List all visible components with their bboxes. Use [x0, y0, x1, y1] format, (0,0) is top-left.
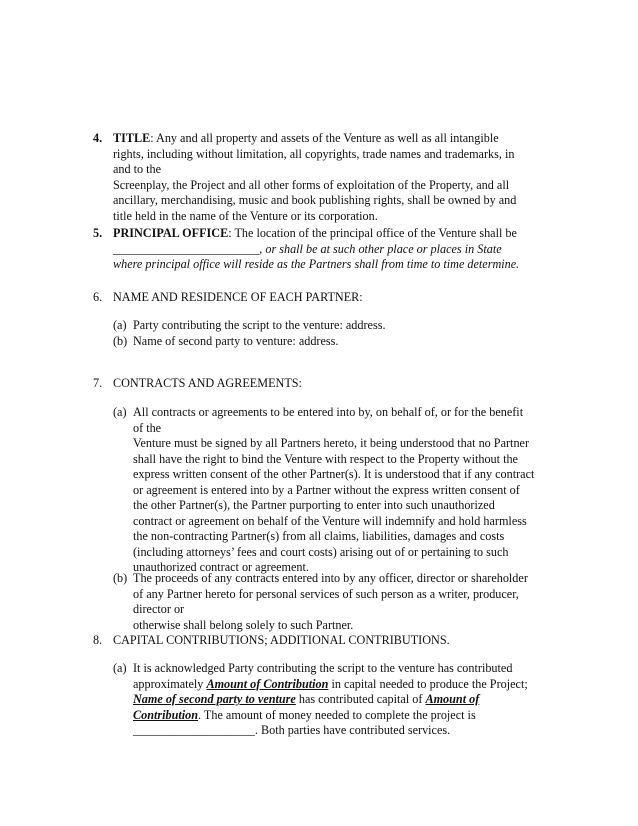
section-number: 8. — [93, 633, 103, 647]
paragraph-line — [113, 131, 563, 147]
paragraph-line: ancillary, merchandising, music and book publishing rights, shall be owned by and — [113, 193, 517, 207]
section-body — [113, 226, 563, 273]
text-run: : Any and all property and assets of the Venture as well as all intangible — [150, 131, 499, 145]
paragraph-line — [133, 692, 563, 708]
form-field-second-party: Name of second party to venture — [133, 692, 296, 706]
list-item-text — [133, 661, 563, 739]
form-field-amount: Amount of Contribution — [206, 676, 329, 691]
list-marker: (a) — [113, 318, 127, 332]
paragraph-line: unauthorized contract or agreement. — [133, 560, 309, 574]
section-heading-text: NAME AND RESIDENCE OF EACH PARTNER: — [113, 290, 363, 304]
paragraph-line: title held in the name of the Venture or its corporation. — [113, 208, 378, 223]
paragraph-line: or agreement is entered into by a Partner without the express written consent of — [133, 482, 520, 497]
section-8-capital-contributions — [93, 633, 563, 743]
list-item-text — [133, 318, 563, 334]
paragraph-line: of any Partner hereto for personal services of such person as a writer, producer, — [133, 586, 519, 601]
paragraph-line: director or — [133, 602, 185, 616]
paragraph-line — [133, 708, 563, 724]
section-heading-text: CONTRACTS AND AGREEMENTS: — [113, 376, 302, 390]
paragraph-line: otherwise shall belong solely to such Partner. — [133, 617, 354, 632]
paragraph-line: express written consent of the other Partner(s). It is understood that if any contract — [133, 467, 535, 481]
form-field-amount-start: Amount of — [425, 692, 480, 706]
list-item-text — [133, 571, 563, 633]
list-item-text — [133, 405, 563, 576]
section-number: 5. — [93, 226, 103, 240]
paragraph-line: All contracts or agreements to be entered into by, on behalf of, or for the benefit — [133, 405, 524, 419]
text-run: . The amount of money needed to complete the project is — [198, 707, 476, 722]
paragraph-line: It is acknowledged Party contributing the script to the venture has contributed — [133, 661, 513, 675]
paragraph-line: Name of second party to venture: address. — [133, 333, 339, 348]
paragraph-line: ____________________. Both parties have contributed services. — [133, 723, 451, 737]
paragraph-line: rights, including without limitation, all copyrights, trade names and trademarks, in — [113, 146, 515, 161]
list-marker: (b) — [113, 571, 128, 585]
section-number: 7. — [93, 376, 103, 390]
text-run: has contributed capital of — [295, 692, 426, 706]
paragraph-line: of the — [133, 420, 162, 435]
paragraph-line — [113, 226, 563, 242]
paragraph-line: Screenplay, the Project and all other forms of exploitation of the Property, and all — [113, 177, 510, 192]
paragraph-line: The proceeds of any contracts entered into by any officer, director or shareholder — [133, 571, 528, 585]
paragraph-line — [133, 677, 563, 693]
text-run: approximately — [133, 676, 207, 691]
form-field-amount-end: Contribution — [133, 707, 199, 722]
paragraph-line: and to the — [113, 162, 162, 176]
section-4-title — [93, 131, 563, 226]
paragraph-line: (including attorneys’ fees and court costs) arising out of or pertaining to such — [133, 544, 509, 559]
paragraph-line: where principal office will reside as the Partners shall from time to time determine. — [113, 257, 520, 271]
paragraph-line: shall have the right to bind the Venture with respect to the Property without the — [133, 451, 518, 466]
text-run: : The location of the principal office of the Venture shall be — [228, 226, 517, 240]
section-7-contracts — [93, 376, 563, 632]
section-heading — [113, 633, 563, 649]
paragraph-line: ________________________, or shall be at such other place or places in State — [113, 241, 502, 256]
paragraph-line: Venture must be signed by all Partners hereto, it being understood that no Partner — [133, 436, 530, 450]
section-heading — [113, 290, 563, 306]
list-marker: (a) — [113, 405, 127, 419]
paragraph-line: the other Partner(s), the Partner purporting to enter into such unauthorized — [133, 498, 495, 512]
section-heading: TITLE — [113, 131, 151, 145]
section-body — [113, 131, 563, 224]
list-marker: (a) — [113, 661, 127, 675]
paragraph-line: Party contributing the script to the venture: address. — [133, 318, 386, 332]
paragraph-line: the non-contracting Partner(s) from all claims, liabilities, damages and costs — [133, 529, 505, 543]
section-number: 6. — [93, 290, 103, 304]
section-5-principal-office — [93, 226, 563, 276]
list-item-text — [133, 334, 563, 350]
section-number: 4. — [93, 131, 103, 145]
section-heading: PRINCIPAL OFFICE — [113, 226, 229, 240]
section-heading-text: CAPITAL CONTRIBUTIONS; ADDITIONAL CONTRIBUTIONS. — [113, 633, 450, 647]
text-run: in capital needed to produce the Project; — [328, 676, 528, 691]
paragraph-line: contract or agreement on behalf of the Venture will indemnify and hold harmless — [133, 513, 527, 528]
section-heading — [113, 376, 563, 392]
section-6-partners — [93, 290, 563, 350]
list-marker: (b) — [113, 333, 128, 348]
